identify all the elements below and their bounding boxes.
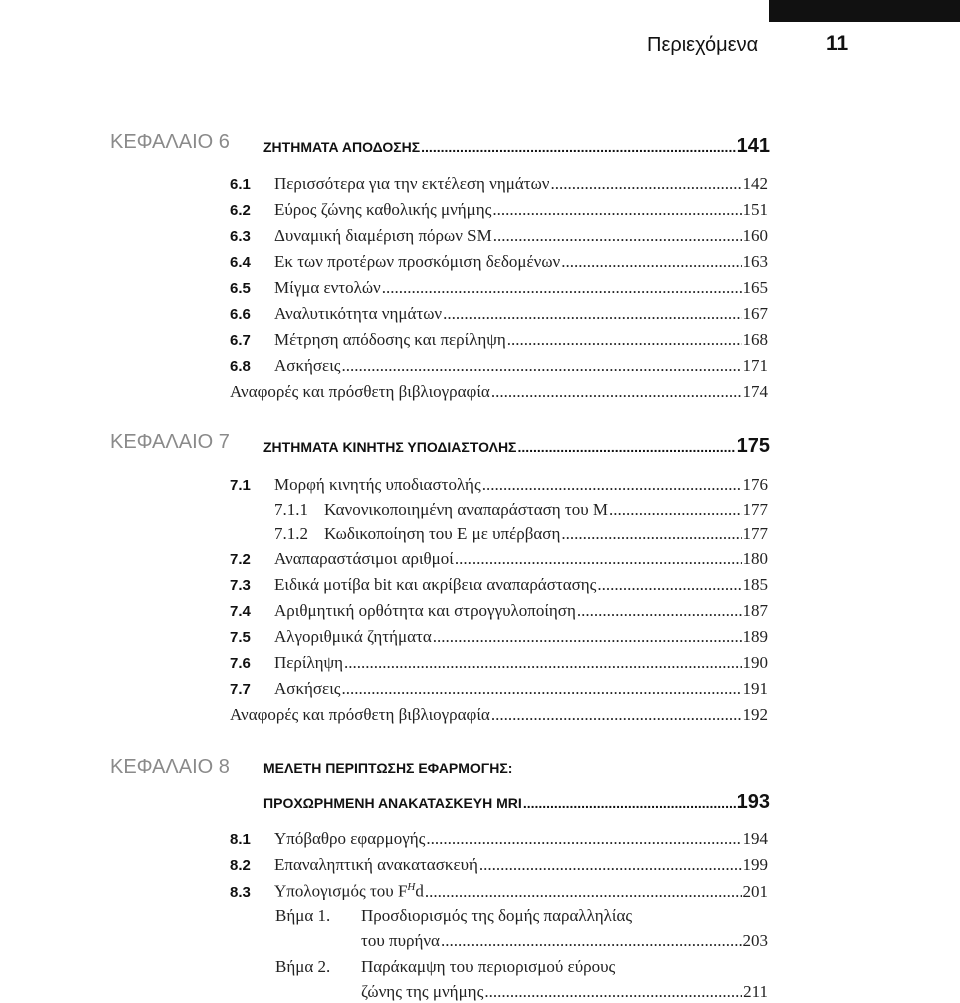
entry-number: 6.1	[230, 176, 251, 193]
dot-leader	[492, 200, 741, 220]
dot-leader	[561, 252, 741, 272]
chapter-title-line-2: ΠΡΟΧΩΡΗΜΕΝΗ ΑΝΑΚΑΤΑΣΚΕΥΗ MRI	[263, 795, 522, 811]
entry-title: Ασκήσεις	[274, 679, 341, 698]
entry-title: Κανονικοποιημένη αναπαράσταση του M	[324, 500, 609, 519]
dot-leader	[342, 679, 742, 699]
chapter-title: ΖΗΤΗΜΑΤΑ ΚΙΝΗΤΗΣ ΥΠΟΔΙΑΣΤΟΛΗΣ	[263, 439, 517, 455]
dot-leader	[597, 575, 741, 595]
entry-number: 6.5	[230, 280, 251, 297]
entry-page: 190	[742, 653, 768, 672]
dot-leader	[421, 139, 735, 155]
entry-page: 211	[743, 982, 768, 1001]
entry-number: 8.3	[230, 883, 251, 901]
entry-title: Ασκήσεις	[274, 356, 341, 375]
entry-title: Αναπαραστάσιμοι αριθμοί	[274, 549, 454, 568]
entry-page: 177	[742, 500, 768, 519]
entry-title: Εκ των προτέρων προσκόμιση δεδομένων	[274, 252, 561, 271]
chapter-title: ΖΗΤΗΜΑΤΑ ΑΠΟΔΟΣΗΣ	[263, 139, 421, 155]
toc-entry-6-5[interactable]	[230, 278, 768, 302]
dot-leader	[517, 439, 735, 455]
dot-leader	[441, 931, 742, 951]
entry-page: 199	[742, 855, 768, 874]
entry-number: 6.8	[230, 358, 251, 375]
entry-title: Αλγοριθμικά ζητήματα	[274, 627, 432, 646]
entry-number: 7.4	[230, 603, 251, 620]
toc-entry-6-references[interactable]	[230, 382, 768, 406]
entry-title: Περισσότερα για την εκτέλεση νημάτων	[274, 174, 550, 193]
entry-page: 163	[742, 252, 768, 271]
chapter-page: 193	[736, 791, 770, 813]
dot-leader	[482, 475, 742, 495]
dot-leader	[493, 226, 742, 246]
step-label: Βήμα 2.	[275, 957, 331, 976]
toc-entry-7-7[interactable]	[230, 679, 768, 703]
chapter-7-heading[interactable]	[110, 431, 770, 461]
running-header	[0, 32, 960, 62]
step-title-line-2: ζώνης της μνήμης	[361, 982, 484, 1001]
entry-page: 203	[742, 931, 768, 950]
toc-entry-7-6[interactable]	[230, 653, 768, 677]
chapter-label: ΚΕΦΑΛΑΙΟ 7	[110, 431, 230, 453]
entry-number: 7.3	[230, 577, 251, 594]
toc-entry-8-2[interactable]	[230, 855, 768, 879]
dot-leader	[426, 829, 741, 849]
entry-page: 191	[742, 679, 768, 698]
toc-entry-7-1-1[interactable]	[230, 500, 768, 524]
toc-entry-8-1[interactable]	[230, 829, 768, 853]
entry-title: Αριθμητική ορθότητα και στρογγυλοποίηση	[274, 601, 576, 620]
entry-number: 7.1.1	[274, 500, 308, 519]
entry-page: 201	[742, 881, 768, 901]
entry-title: Μορφή κινητής υποδιαστολής	[274, 475, 481, 494]
entry-number: 7.7	[230, 681, 251, 698]
entry-title: Υπόβαθρο εφαρμογής	[274, 829, 426, 848]
dot-leader	[425, 882, 742, 902]
entry-title: Αναφορές και πρόσθετη βιβλιογραφία	[230, 705, 490, 724]
entry-page: 165	[742, 278, 768, 297]
entry-number: 6.6	[230, 306, 251, 323]
chapter-8-heading[interactable]	[110, 756, 770, 816]
entry-number: 8.1	[230, 831, 251, 848]
toc-entry-7-2[interactable]	[230, 549, 768, 573]
step-title-line-1: Παράκαμψη του περιορισμού εύρους	[361, 957, 616, 976]
entry-page: 142	[742, 174, 768, 193]
dot-leader	[342, 356, 742, 376]
toc-entry-7-5[interactable]	[230, 627, 768, 651]
dot-leader	[491, 705, 742, 725]
entry-title: Ειδικά μοτίβα bit και ακρίβεια αναπαράστασης	[274, 575, 597, 594]
toc-entry-7-1-2[interactable]	[230, 524, 768, 548]
toc-entry-6-4[interactable]	[230, 252, 768, 276]
entry-title: Εύρος ζώνης καθολικής μνήμης	[274, 200, 492, 219]
entry-number: 7.6	[230, 655, 251, 672]
entry-title: Κωδικοποίηση του E με υπέρβαση	[324, 524, 561, 543]
chapter-6-heading[interactable]	[110, 131, 770, 161]
toc-entry-6-7[interactable]	[230, 330, 768, 354]
entry-page: 189	[742, 627, 768, 646]
dot-leader	[491, 382, 742, 402]
dot-leader	[507, 330, 742, 350]
entry-number: 7.2	[230, 551, 251, 568]
toc-entry-6-2[interactable]	[230, 200, 768, 224]
entry-number: 7.5	[230, 629, 251, 646]
dot-leader	[523, 795, 736, 811]
toc-entry-6-6[interactable]	[230, 304, 768, 328]
entry-number: 7.1.2	[274, 524, 308, 543]
entry-page: 177	[742, 524, 768, 543]
dot-leader	[577, 601, 742, 621]
step-title-line-2: του πυρήνα	[361, 931, 440, 950]
dot-leader	[382, 278, 742, 298]
entry-page: 194	[742, 829, 768, 848]
toc-entry-6-1[interactable]	[230, 174, 768, 198]
entry-page: 187	[742, 601, 768, 620]
dot-leader	[433, 627, 742, 647]
chapter-page: 141	[736, 135, 770, 157]
entry-number: 6.7	[230, 332, 251, 349]
page-corner-tab	[769, 0, 960, 22]
entry-title: Μέτρηση απόδοσης και περίληψη	[274, 330, 506, 349]
entry-title: Επαναληπτική ανακατασκευή	[274, 855, 478, 874]
dot-leader	[609, 500, 741, 520]
entry-title: Δυναμική διαμέριση πόρων SM	[274, 226, 492, 245]
entry-title: Αναλυτικότητα νημάτων	[274, 304, 443, 323]
entry-page: 171	[742, 356, 768, 375]
chapter-label: ΚΕΦΑΛΑΙΟ 6	[110, 131, 230, 153]
step-title-line-1: Προσδιορισμός της δομής παραλληλίας	[361, 906, 633, 925]
toc-entry-7-references[interactable]	[230, 705, 768, 729]
toc-entry-6-3[interactable]	[230, 226, 768, 250]
entry-page: 185	[742, 575, 768, 594]
toc-entry-6-8[interactable]	[230, 356, 768, 380]
entry-page: 192	[742, 705, 768, 724]
entry-number: 6.2	[230, 202, 251, 219]
chapter-title-line-1: ΜΕΛΕΤΗ ΠΕΡΙΠΤΩΣΗΣ ΕΦΑΡΜΟΓΗΣ:	[263, 760, 513, 776]
entry-number: 8.2	[230, 857, 251, 874]
step-label: Βήμα 1.	[275, 906, 331, 925]
dot-leader	[561, 524, 741, 544]
toc-entry-7-1[interactable]	[230, 475, 768, 499]
entry-title: Μίγμα εντολών	[274, 278, 381, 297]
entry-number: 7.1	[230, 477, 251, 494]
superscript-h: H	[407, 881, 416, 893]
entry-title: Περίληψη	[274, 653, 343, 672]
toc-entry-7-4[interactable]	[230, 601, 768, 625]
header-title: Περιεχόμενα	[647, 34, 759, 56]
dot-leader	[484, 982, 742, 1002]
entry-number: 6.3	[230, 228, 251, 245]
entry-title: Υπολογισμός του $F^Hd$	[274, 881, 424, 901]
entry-page: 176	[742, 475, 768, 494]
dot-leader	[344, 653, 742, 673]
dot-leader	[455, 549, 742, 569]
entry-page: 167	[742, 304, 768, 323]
entry-page: 168	[742, 330, 768, 349]
dot-leader	[479, 855, 742, 875]
entry-number: 6.4	[230, 254, 251, 271]
header-page-number: 11	[826, 32, 849, 55]
entry-page: 151	[742, 200, 768, 219]
toc-entry-8-3[interactable]	[230, 881, 768, 905]
entry-page: 160	[742, 226, 768, 245]
chapter-page: 175	[736, 435, 770, 457]
entry-page: 180	[742, 549, 768, 568]
chapter-label: ΚΕΦΑΛΑΙΟ 8	[110, 756, 230, 778]
entry-title: Αναφορές και πρόσθετη βιβλιογραφία	[230, 382, 490, 401]
dot-leader	[443, 304, 741, 324]
toc-entry-7-3[interactable]	[230, 575, 768, 599]
dot-leader	[550, 174, 741, 194]
entry-page: 174	[742, 382, 768, 401]
